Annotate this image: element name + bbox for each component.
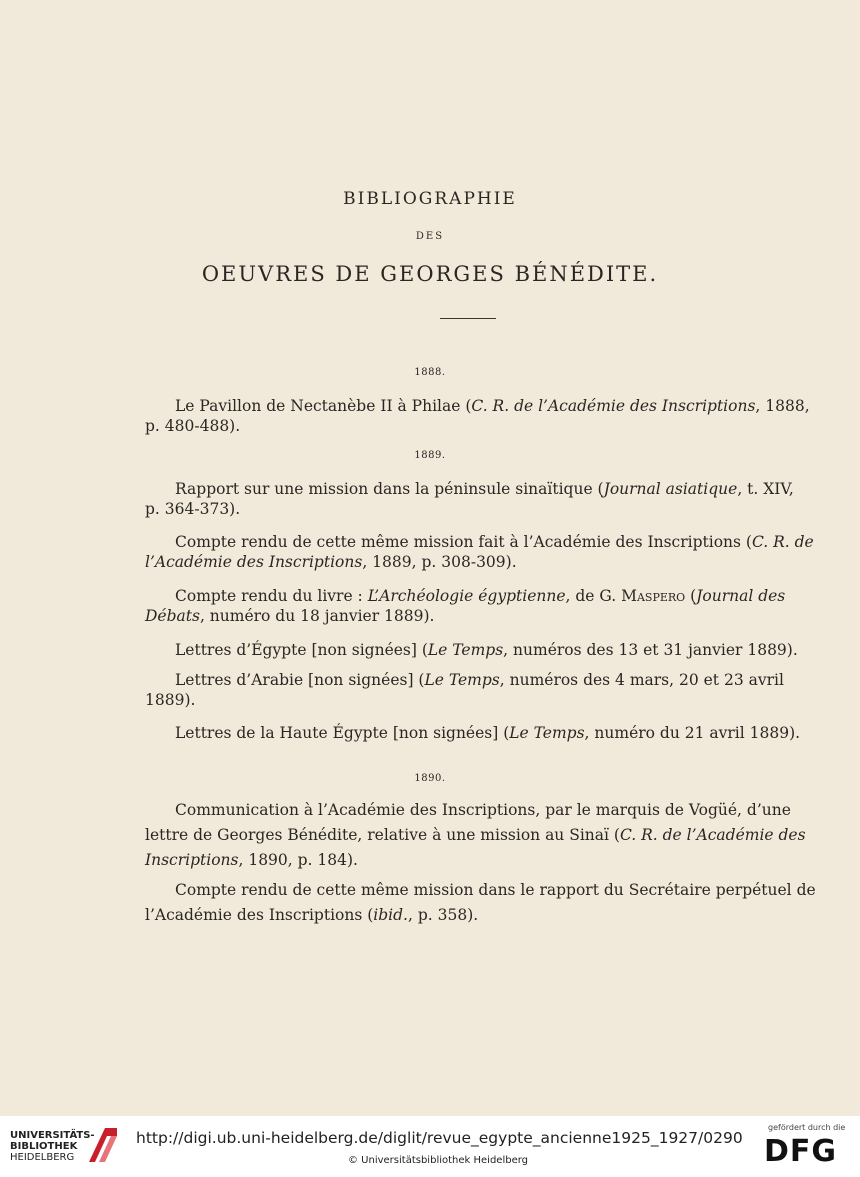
entry-8-line-2: lettre de Georges Bénédite, relative à une mission au Sinaï (C. R. de l’Académie des (145, 826, 806, 844)
entry-3-line-1: Compte rendu de cette même mission fait à l’Académie des Inscriptions (C. R. de (175, 533, 814, 551)
footer-bar (0, 1116, 860, 1177)
entry-5-line-1: Lettres d’Égypte [non signées] (Le Temps, numéros des 13 et 31 janvier 1889). (175, 641, 798, 659)
title-bibliographie: BIBLIOGRAPHIE (343, 189, 517, 209)
entry-7-line-1: Lettres de la Haute Égypte [non signées] (Le Temps, numéro du 21 avril 1889). (175, 724, 801, 742)
entry-6-line-2: 1889). (145, 691, 196, 709)
entry-4-line-2: Débats, numéro du 18 janvier 1889). (145, 607, 435, 625)
entry-6-line-1: Lettres d’Arabie [non signées] (Le Temps, numéros des 4 mars, 20 et 23 avril (175, 671, 784, 689)
entry-8-line-3: Inscriptions, 1890, p. 184). (145, 851, 358, 869)
library-name-line-2: BIBLIOTHEK (10, 1141, 78, 1152)
entry-8-line-1: Communication à l’Académie des Inscriptions, par le marquis de Vogüé, d’une (175, 801, 791, 819)
entry-1-line-1: Le Pavillon de Nectanèbe II à Philae (C. R. de l’Académie des Inscriptions, 1888, (175, 397, 810, 415)
year-1889: 1889. (414, 450, 446, 461)
entry-2-line-1: Rapport sur une mission dans la péninsule sinaïtique (Journal asiatique, t. XIV, (175, 480, 794, 498)
permalink-url[interactable]: http://digi.ub.uni-heidelberg.de/diglit/revue_egypte_ancienne1925_1927/0290 (136, 1129, 743, 1147)
entry-9-line-2: l’Académie des Inscriptions (ibid., p. 358). (145, 906, 479, 924)
dfg-caption: gefördert durch die (768, 1123, 846, 1132)
year-1890: 1890. (414, 773, 446, 784)
title-des: DES (415, 231, 445, 242)
year-1888: 1888. (414, 367, 446, 378)
entry-1-line-2: p. 480-488). (145, 417, 241, 435)
dfg-logo: DFG (764, 1134, 838, 1169)
title-divider (440, 318, 496, 319)
title-oeuvres: OEUVRES DE GEORGES BÉNÉDITE. (201, 262, 659, 286)
copyright-notice: © Universitätsbibliothek Heidelberg (348, 1155, 529, 1166)
entry-2-line-2: p. 364-373). (145, 500, 241, 518)
library-name-line-1: UNIVERSITÄTS- (10, 1130, 95, 1141)
library-logo-icon (85, 1122, 121, 1168)
entry-3-line-2: l’Académie des Inscriptions, 1889, p. 308-309). (145, 553, 517, 571)
entry-9-line-1: Compte rendu de cette même mission dans le rapport du Secrétaire perpétuel de (175, 881, 816, 899)
library-name (10, 1130, 95, 1163)
entry-4-line-1: Compte rendu du livre : L’Archéologie égyptienne, de G. Maspero (Journal des (175, 587, 786, 605)
library-name-line-3: HEIDELBERG (10, 1152, 75, 1163)
